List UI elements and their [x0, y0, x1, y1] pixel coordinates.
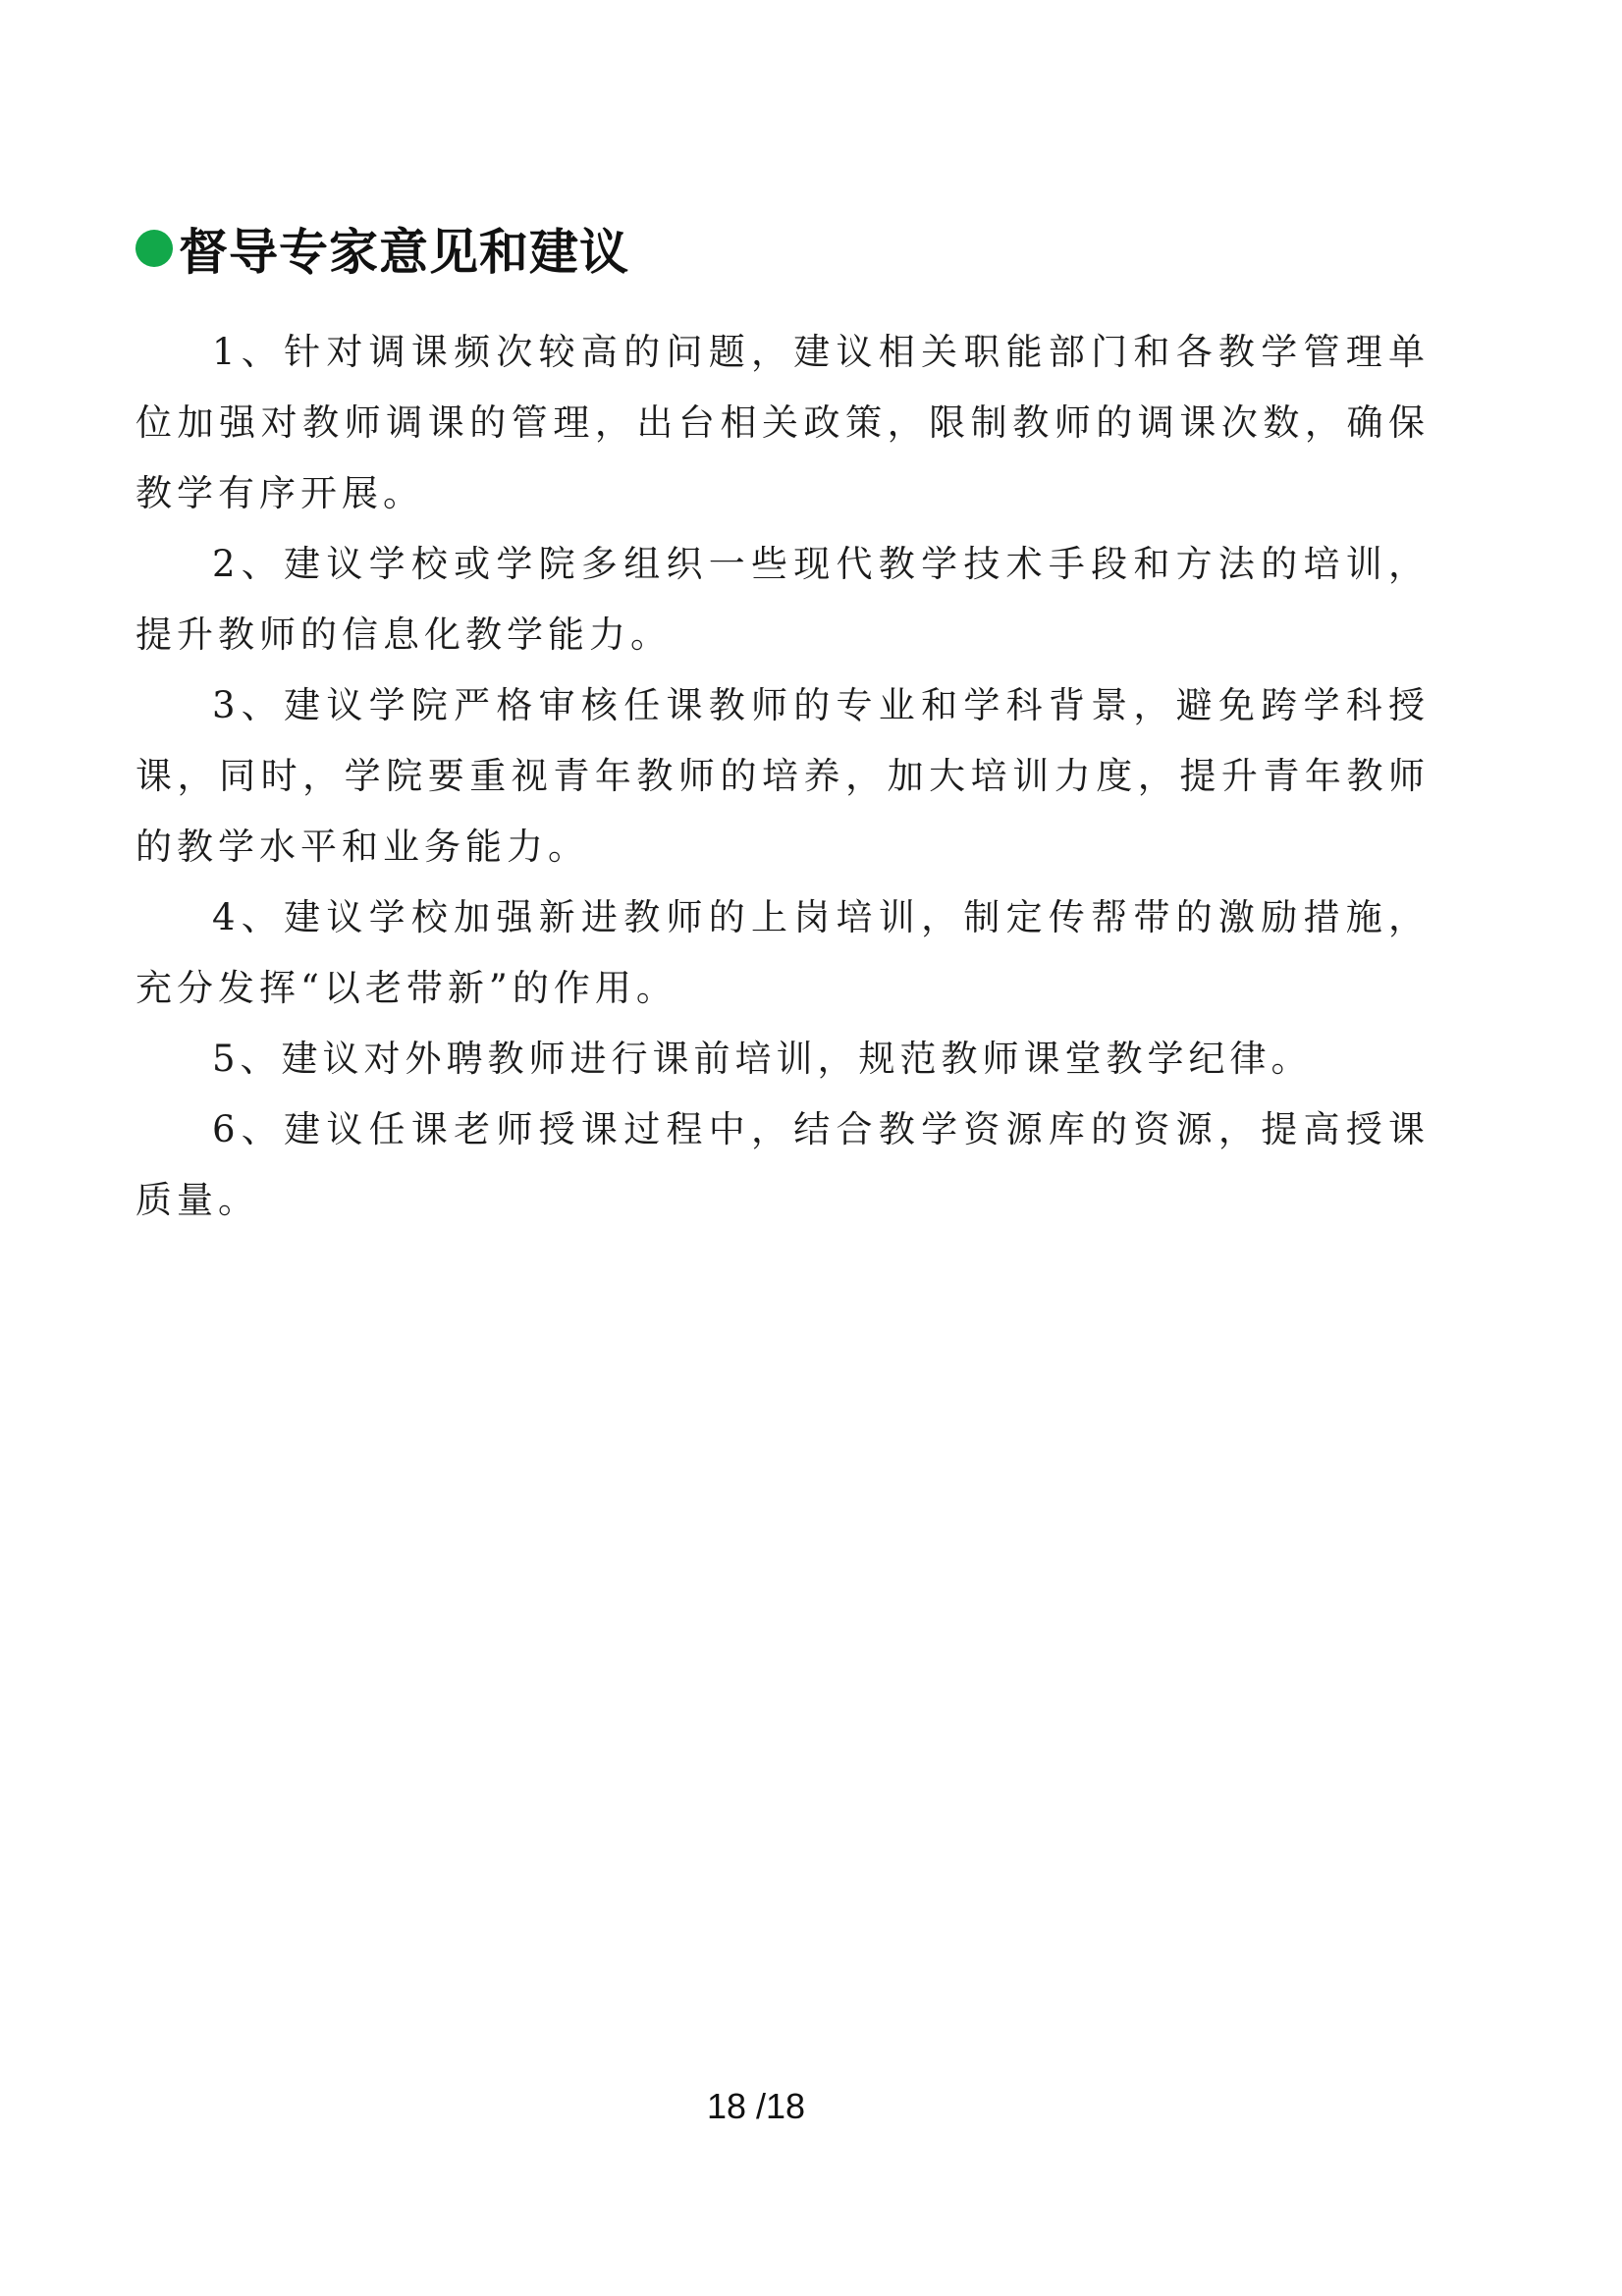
recommendations-body [135, 317, 1430, 1236]
section-heading [135, 214, 629, 283]
green-bullet-icon [135, 230, 173, 267]
recommendation-paragraph: 6、建议任课老师授课过程中，结合教学资源库的资源，提高授课质量。 [135, 1108, 1430, 1221]
page-number: 18 /18 [706, 2086, 806, 2126]
recommendation-paragraph: 2、建议学校或学院多组织一些现代教学技术手段和方法的培训，提升教师的信息化教学能力。 [135, 543, 1430, 656]
section-title: 督导专家意见和建议 [179, 223, 629, 281]
recommendation-paragraph: 5、建议对外聘教师进行课前培训，规范教师课堂教学纪律。 [212, 1038, 1313, 1080]
recommendation-paragraph: 1、针对调课频次较高的问题，建议相关职能部门和各教学管理单位加强对教师调课的管理，出台相关政策，限制教师的调课次数，确保教学有序开展。 [135, 331, 1430, 514]
recommendation-paragraph: 4、建议学校加强新进教师的上岗培训，制定传帮带的激励措施，充分发挥“以老带新”的作用。 [135, 896, 1430, 1009]
recommendation-paragraph: 3、建议学院严格审核任课教师的专业和学科背景，避免跨学科授课，同时，学院要重视青年教师的培养，加大培训力度，提升青年教师的教学水平和业务能力。 [135, 684, 1430, 868]
